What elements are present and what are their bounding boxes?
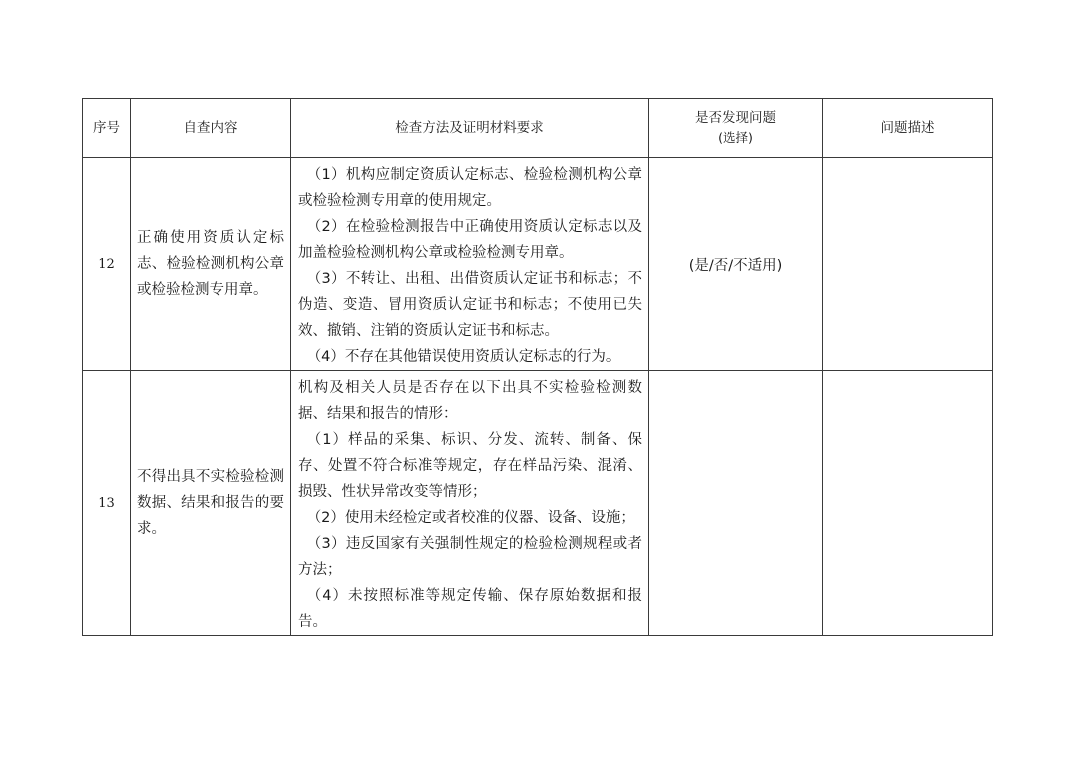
row-found-select[interactable]: (是/否/不适用)	[649, 158, 823, 371]
row-method	[291, 371, 649, 636]
row-seq: 12	[83, 158, 131, 371]
row-desc-field[interactable]	[823, 158, 993, 371]
method-line: （4）未按照标准等规定传输、保存原始数据和报告。	[298, 588, 642, 630]
header-found	[649, 99, 823, 158]
method-line: （2）使用未经检定或者校准的仪器、设备、设施；	[306, 510, 635, 526]
method-line: （1）机构应制定资质认定标志、检验检测机构公章或检验检测专用章的使用规定。	[298, 167, 642, 209]
row-desc-field[interactable]	[823, 371, 993, 636]
header-seq: 序号	[83, 99, 131, 158]
method-line: （1）样品的采集、标识、分发、流转、制备、保存、处置不符合标准等规定，存在样品污染、混淆、损毁、性状异常改变等情形；	[298, 432, 642, 500]
self-check-table	[82, 98, 993, 636]
header-found-sub: (选择)	[718, 130, 753, 145]
method-line: （2）在检验检测报告中正确使用资质认定标志以及加盖检验检测机构公章或检验检测专用章。	[298, 219, 642, 261]
row-content: 正确使用资质认定标志、检验检测机构公章或检验检测专用章。	[131, 158, 291, 371]
header-content: 自查内容	[131, 99, 291, 158]
header-method: 检查方法及证明材料要求	[291, 99, 649, 158]
method-line: 机构及相关人员是否存在以下出具不实检验检测数据、结果和报告的情形：	[298, 380, 642, 422]
header-desc: 问题描述	[823, 99, 993, 158]
row-content: 不得出具不实检验检测数据、结果和报告的要求。	[131, 371, 291, 636]
method-line: （4）不存在其他错误使用资质认定标志的行为。	[306, 349, 621, 365]
header-found-label: 是否发现问题	[695, 110, 776, 126]
table-row	[83, 158, 993, 371]
method-line: （3）不转让、出租、出借资质认定证书和标志；不伪造、变造、冒用资质认定证书和标志；不使用已失效、撤销、注销的资质认定证书和标志。	[298, 271, 642, 339]
row-method	[291, 158, 649, 371]
table-row	[83, 371, 993, 636]
row-found-select[interactable]	[649, 371, 823, 636]
row-seq: 13	[83, 371, 131, 636]
method-line: （3）违反国家有关强制性规定的检验检测规程或者方法；	[298, 536, 642, 578]
header-row	[83, 99, 993, 158]
